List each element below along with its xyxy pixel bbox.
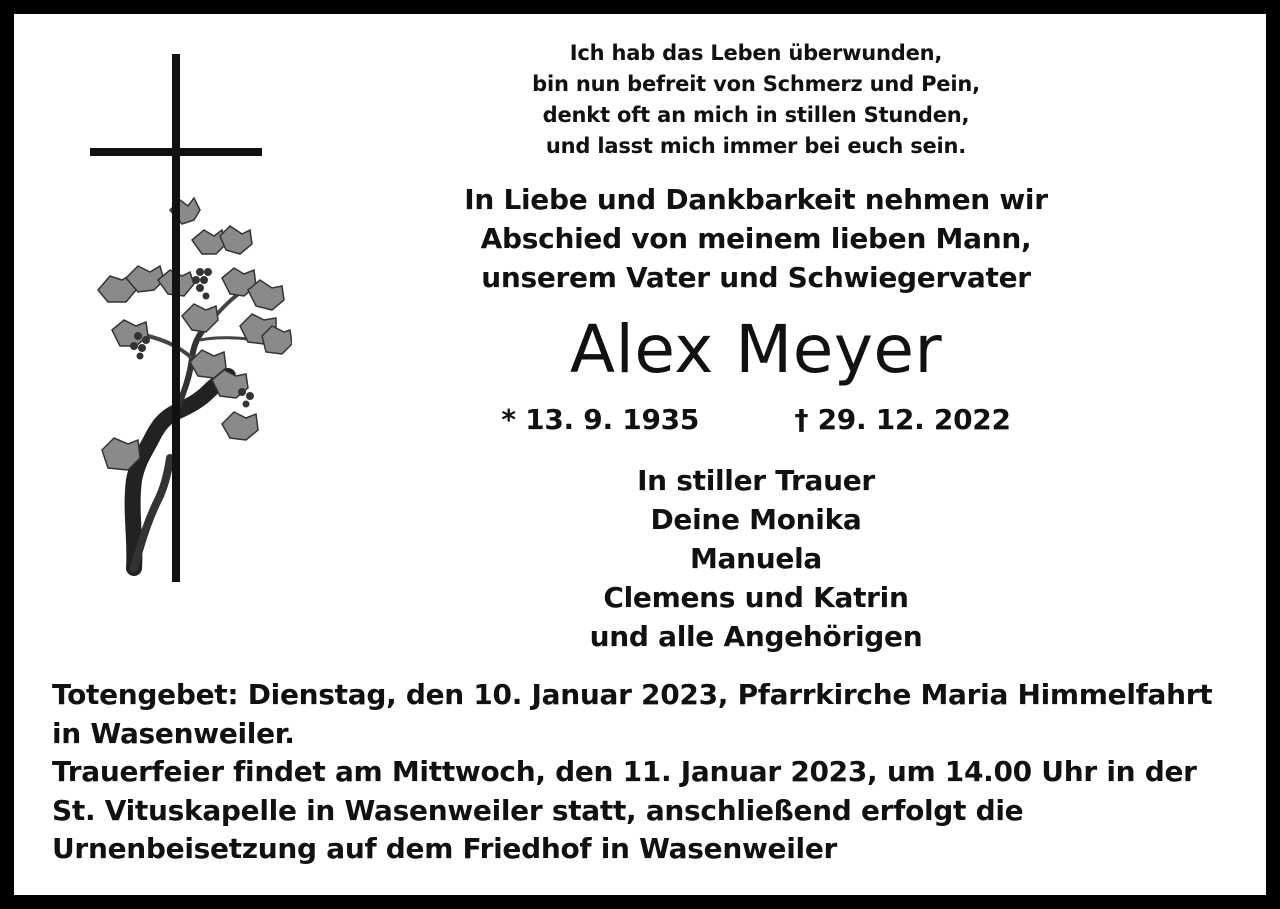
poem-line: denkt oft an mich in stillen Stunden,	[542, 103, 970, 127]
intro-line: unserem Vater und Schwiegervater	[481, 261, 1031, 294]
ceremony-notice: Trauerfeier findet am Mittwoch, den 11. Januar 2023, um 14.00 Uhr in der St. Vituskapelle in Wasenweiler statt, anschließend erfolgt die Urnenbeisetzung auf dem Friedhof in Wasenweiler	[52, 755, 1197, 865]
intro-line: In Liebe und Dankbarkeit nehmen wir	[464, 183, 1048, 216]
intro-line: Abschied von meinem lieben Mann,	[480, 222, 1032, 255]
mourner: Deine Monika	[650, 503, 862, 536]
mourners	[376, 461, 1136, 656]
deceased-name: Alex Meyer	[569, 311, 943, 388]
service-notice	[52, 676, 1232, 869]
mourners-lead: In stiller Trauer	[637, 464, 875, 497]
poem	[376, 38, 1136, 162]
death-date: † 29. 12. 2022	[794, 403, 1011, 436]
mourner: Clemens und Katrin	[603, 581, 909, 614]
obituary-card	[14, 14, 1266, 895]
life-dates	[376, 402, 1136, 438]
poem-line: bin nun befreit von Schmerz und Pein,	[532, 72, 980, 96]
birth-date: * 13. 9. 1935	[501, 403, 699, 436]
poem-line: Ich hab das Leben überwunden,	[569, 41, 943, 65]
intro-text	[376, 180, 1136, 297]
prayer-notice: Totengebet: Dienstag, den 10. Januar 2023, Pfarrkirche Maria Himmelfahrt in Wasenweiler.	[52, 678, 1213, 750]
poem-line: und lasst mich immer bei euch sein.	[545, 134, 967, 158]
cross-with-grapevine-icon	[72, 40, 292, 600]
mourner: und alle Angehörigen	[589, 620, 923, 653]
mourner: Manuela	[689, 542, 822, 575]
